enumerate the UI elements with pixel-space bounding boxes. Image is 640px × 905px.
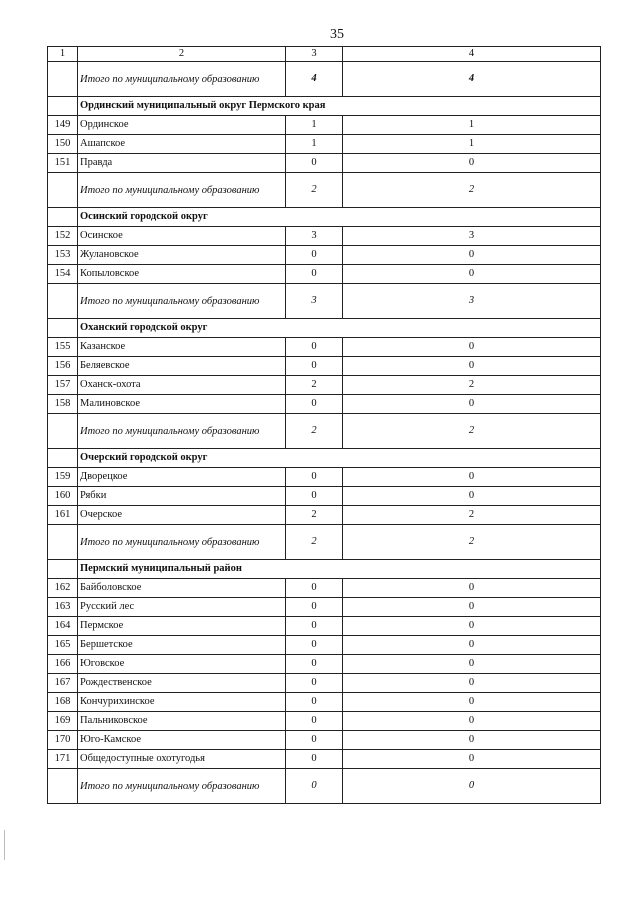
value-col3: 0: [286, 636, 343, 655]
value-col4: 0: [343, 731, 601, 750]
value-col3: 0: [286, 598, 343, 617]
total-row: [48, 62, 601, 97]
row-number: 166: [48, 655, 78, 674]
table-row: [48, 693, 601, 712]
value-col4: 3: [343, 227, 601, 246]
table-row: [48, 674, 601, 693]
table-row: [48, 116, 601, 135]
column-header-4: 4: [343, 47, 601, 62]
row-number: [48, 97, 78, 116]
row-number: [48, 319, 78, 338]
hunting-area-name: Бершетское: [78, 636, 286, 655]
value-col4: 0: [343, 636, 601, 655]
row-number: 158: [48, 395, 78, 414]
row-number: 154: [48, 265, 78, 284]
value-col4: 2: [343, 506, 601, 525]
total-label: Итого по муниципальному образованию: [78, 173, 286, 208]
value-col4: 0: [343, 693, 601, 712]
table-row: [48, 154, 601, 173]
value-col3: 3: [286, 227, 343, 246]
row-number: [48, 62, 78, 97]
value-col3: 0: [286, 579, 343, 598]
row-number: 169: [48, 712, 78, 731]
value-col3: 0: [286, 357, 343, 376]
value-col4: 0: [343, 154, 601, 173]
value-col4: 0: [343, 750, 601, 769]
value-col4: 0: [343, 246, 601, 265]
total-label: Итого по муниципальному образованию: [78, 525, 286, 560]
table-row: [48, 598, 601, 617]
column-header-1: 1: [48, 47, 78, 62]
hunting-area-name: Жулановское: [78, 246, 286, 265]
hunting-area-name: Дворецкое: [78, 468, 286, 487]
value-col3: 2: [286, 525, 343, 560]
table-row: [48, 617, 601, 636]
value-col4: 1: [343, 116, 601, 135]
value-col3: 1: [286, 116, 343, 135]
table-row: [48, 135, 601, 154]
value-col4: 2: [343, 414, 601, 449]
row-number: 160: [48, 487, 78, 506]
table-row: [48, 265, 601, 284]
hunting-quota-table: [47, 46, 601, 804]
scan-margin-mark: [4, 830, 5, 860]
table-row: [48, 506, 601, 525]
table-row: [48, 712, 601, 731]
row-number: [48, 284, 78, 319]
total-label: Итого по муниципальному образованию: [78, 769, 286, 804]
section-row: [48, 449, 601, 468]
page-number: 35: [330, 27, 344, 42]
table-row: [48, 731, 601, 750]
row-number: [48, 449, 78, 468]
row-number: 167: [48, 674, 78, 693]
total-row: [48, 525, 601, 560]
table-row: [48, 579, 601, 598]
row-number: [48, 414, 78, 449]
table-row: [48, 636, 601, 655]
section-title: Осинский городской округ: [78, 208, 601, 227]
hunting-area-name: Малиновское: [78, 395, 286, 414]
value-col4: 0: [343, 674, 601, 693]
value-col3: 0: [286, 674, 343, 693]
table-body: [48, 47, 601, 804]
hunting-area-name: Общедоступные охотугодья: [78, 750, 286, 769]
value-col4: 2: [343, 525, 601, 560]
value-col4: 0: [343, 655, 601, 674]
value-col3: 0: [286, 487, 343, 506]
row-number: 159: [48, 468, 78, 487]
value-col4: 0: [343, 579, 601, 598]
table-row: [48, 750, 601, 769]
row-number: 164: [48, 617, 78, 636]
section-row: [48, 97, 601, 116]
value-col3: 0: [286, 338, 343, 357]
column-header-2: 2: [78, 47, 286, 62]
total-row: [48, 769, 601, 804]
row-number: 156: [48, 357, 78, 376]
section-title: Пермский муниципальный район: [78, 560, 601, 579]
value-col4: 0: [343, 769, 601, 804]
row-number: 155: [48, 338, 78, 357]
row-number: 163: [48, 598, 78, 617]
value-col4: 0: [343, 395, 601, 414]
hunting-area-name: Ашапское: [78, 135, 286, 154]
value-col4: 3: [343, 284, 601, 319]
hunting-area-name: Юго-Камское: [78, 731, 286, 750]
section-title: Ординский муниципальный округ Пермского края: [78, 97, 601, 116]
value-col4: 4: [343, 62, 601, 97]
table-header-row: [48, 47, 601, 62]
value-col3: 0: [286, 731, 343, 750]
row-number: 165: [48, 636, 78, 655]
section-title: Очерский городской округ: [78, 449, 601, 468]
hunting-area-name: Байболовское: [78, 579, 286, 598]
value-col4: 2: [343, 376, 601, 395]
table-row: [48, 468, 601, 487]
section-title: Оханский городской округ: [78, 319, 601, 338]
table-row: [48, 487, 601, 506]
value-col3: 0: [286, 246, 343, 265]
value-col3: 0: [286, 750, 343, 769]
table-row: [48, 395, 601, 414]
total-row: [48, 284, 601, 319]
row-number: 171: [48, 750, 78, 769]
value-col4: 0: [343, 357, 601, 376]
row-number: 162: [48, 579, 78, 598]
hunting-area-name: Правда: [78, 154, 286, 173]
table-row: [48, 655, 601, 674]
hunting-area-name: Кончурихинское: [78, 693, 286, 712]
section-row: [48, 319, 601, 338]
value-col4: 0: [343, 712, 601, 731]
row-number: [48, 525, 78, 560]
hunting-area-name: Казанское: [78, 338, 286, 357]
value-col4: 2: [343, 173, 601, 208]
value-col3: 2: [286, 173, 343, 208]
hunting-area-name: Пермское: [78, 617, 286, 636]
row-number: 170: [48, 731, 78, 750]
hunting-area-name: Осинское: [78, 227, 286, 246]
value-col4: 0: [343, 338, 601, 357]
column-header-3: 3: [286, 47, 343, 62]
value-col4: 1: [343, 135, 601, 154]
hunting-area-name: Юговское: [78, 655, 286, 674]
value-col3: 2: [286, 376, 343, 395]
value-col4: 0: [343, 468, 601, 487]
row-number: [48, 560, 78, 579]
value-col3: 0: [286, 769, 343, 804]
hunting-area-name: Беляевское: [78, 357, 286, 376]
total-label: Итого по муниципальному образованию: [78, 284, 286, 319]
row-number: 149: [48, 116, 78, 135]
value-col3: 0: [286, 693, 343, 712]
row-number: 168: [48, 693, 78, 712]
row-number: 161: [48, 506, 78, 525]
value-col3: 0: [286, 712, 343, 731]
hunting-area-name: Русский лес: [78, 598, 286, 617]
value-col3: 2: [286, 414, 343, 449]
hunting-area-name: Пальниковское: [78, 712, 286, 731]
hunting-area-name: Ординское: [78, 116, 286, 135]
value-col3: 3: [286, 284, 343, 319]
hunting-area-name: Рождественское: [78, 674, 286, 693]
hunting-area-name: Рябки: [78, 487, 286, 506]
value-col3: 2: [286, 506, 343, 525]
total-row: [48, 414, 601, 449]
value-col3: 0: [286, 154, 343, 173]
value-col3: 1: [286, 135, 343, 154]
row-number: 157: [48, 376, 78, 395]
section-row: [48, 208, 601, 227]
row-number: 150: [48, 135, 78, 154]
value-col4: 0: [343, 265, 601, 284]
value-col3: 0: [286, 395, 343, 414]
total-row: [48, 173, 601, 208]
value-col4: 0: [343, 598, 601, 617]
row-number: 153: [48, 246, 78, 265]
row-number: 152: [48, 227, 78, 246]
total-label: Итого по муниципальному образованию: [78, 414, 286, 449]
hunting-area-name: Очерское: [78, 506, 286, 525]
table-row: [48, 227, 601, 246]
value-col4: 0: [343, 617, 601, 636]
table-row: [48, 376, 601, 395]
value-col4: 0: [343, 487, 601, 506]
value-col3: 0: [286, 617, 343, 636]
value-col3: 0: [286, 655, 343, 674]
total-label: Итого по муниципальному образованию: [78, 62, 286, 97]
value-col3: 0: [286, 468, 343, 487]
row-number: [48, 173, 78, 208]
row-number: [48, 769, 78, 804]
value-col3: 4: [286, 62, 343, 97]
row-number: [48, 208, 78, 227]
hunting-area-name: Оханск-охота: [78, 376, 286, 395]
value-col3: 0: [286, 265, 343, 284]
hunting-area-name: Копыловское: [78, 265, 286, 284]
table-row: [48, 246, 601, 265]
section-row: [48, 560, 601, 579]
row-number: 151: [48, 154, 78, 173]
table-row: [48, 338, 601, 357]
table-row: [48, 357, 601, 376]
